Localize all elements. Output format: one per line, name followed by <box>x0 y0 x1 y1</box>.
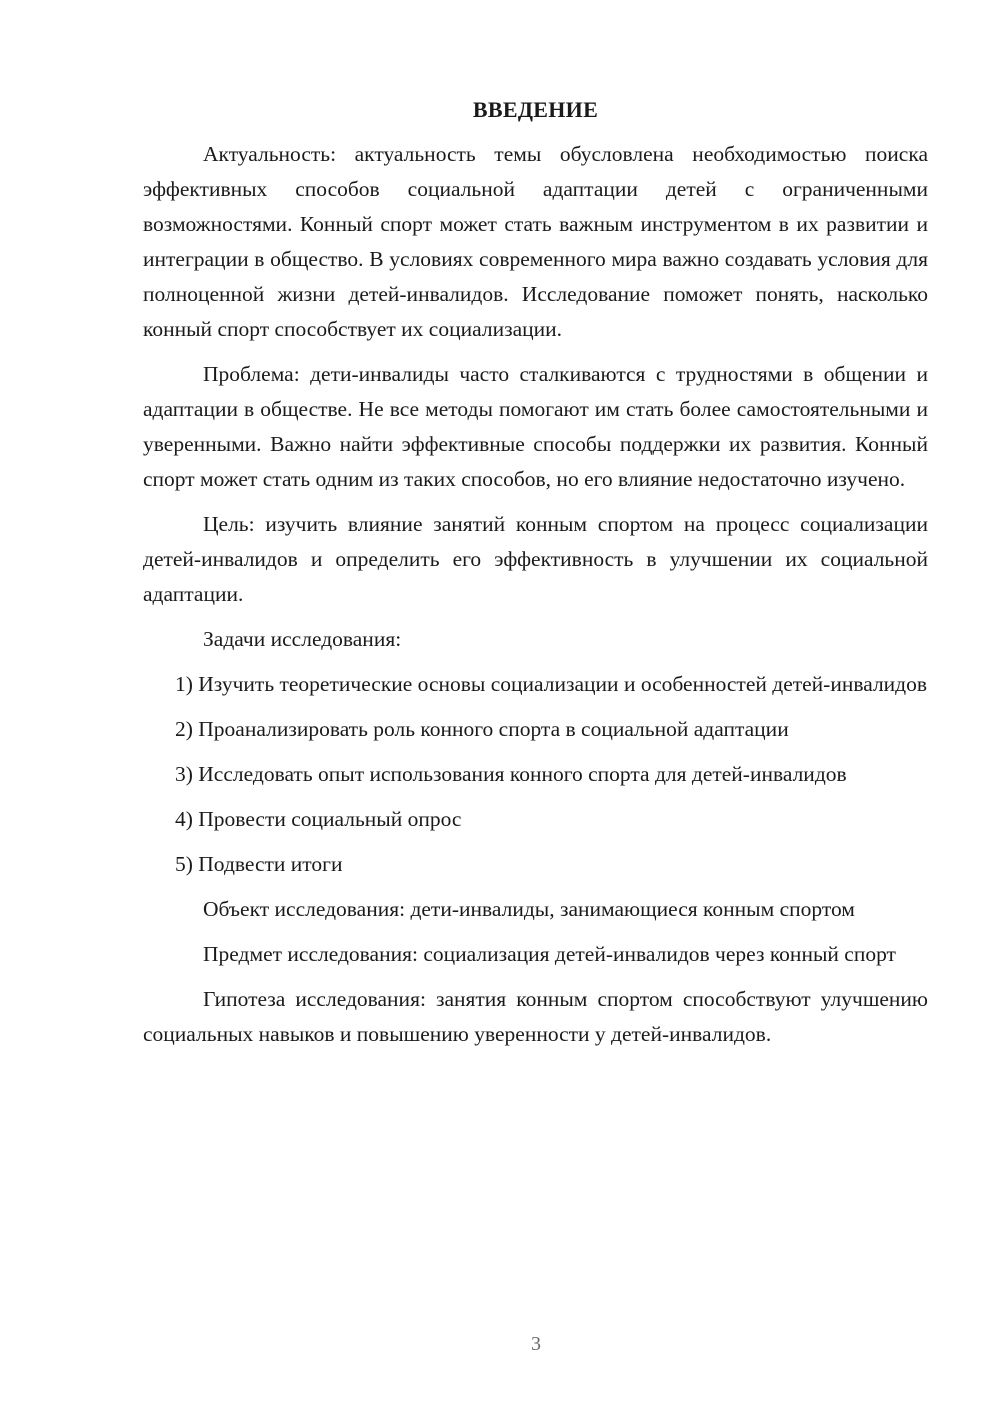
section-title: ВВЕДЕНИЕ <box>472 97 599 122</box>
task-item-4: 4) Провести социальный опрос <box>175 807 462 831</box>
task-item-1: 1) Изучить теоретические основы социализации и особенностей детей-инвалидов <box>175 672 928 696</box>
task-item-5: 5) Подвести итоги <box>175 852 343 876</box>
paragraph-object: Объект исследования: дети-инвалиды, занимающиеся конным спортом <box>203 897 855 921</box>
paragraph-goal: Цель: изучить влияние занятий конным спортом на процесс социализации детей-инвалидов и определить его эффективность в улучшении их социальной адаптации. <box>143 512 928 606</box>
page-number: 3 <box>531 1333 541 1355</box>
paragraph-problem: Проблема: дети-инвалиды часто сталкиваются с трудностями в общении и адаптации в обществе. Не все методы помогают им стать более самостоятельными и уверенными. Важно найти эффективные способы поддержки их развития. Конный спорт может стать одним из таких способов, но его влияние недостаточно изучено. <box>143 362 928 491</box>
tasks-heading: Задачи исследования: <box>203 627 402 651</box>
document-page <box>143 92 928 1052</box>
task-item-2: 2) Проанализировать роль конного спорта в социальной адаптации <box>175 717 789 741</box>
paragraph-relevance: Актуальность: актуальность темы обусловлена необходимостью поиска эффективных способов социальной адаптации детей с ограниченными возможностями. Конный спорт может стать важным инструментом в их развитии и интеграции в общество. В условиях современного мира важно создавать условия для полноценной жизни детей-инвалидов. Исследование поможет понять, насколько конный спорт способствует их социализации. <box>143 142 928 341</box>
paragraph-subject: Предмет исследования: социализация детей-инвалидов через конный спорт <box>203 942 896 966</box>
task-item-3: 3) Исследовать опыт использования конного спорта для детей-инвалидов <box>175 762 847 786</box>
paragraph-hypothesis: Гипотеза исследования: занятия конным спортом способствуют улучшению социальных навыков и повышению уверенности у детей-инвалидов. <box>143 987 928 1046</box>
